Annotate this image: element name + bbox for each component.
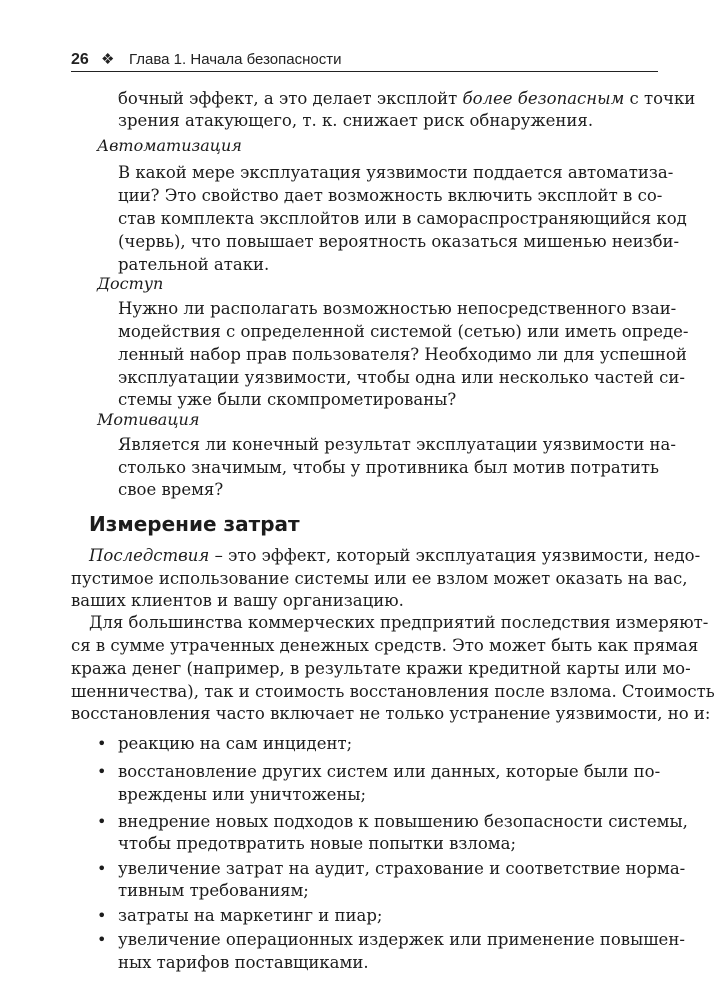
bullet-icon: • bbox=[97, 734, 107, 753]
term-motivation: Мотивация bbox=[97, 410, 200, 429]
list-item-continuation: тивным требованиям; bbox=[118, 881, 309, 900]
definition-line: став комплекта эксплойтов или в самораспространяющийся код bbox=[118, 209, 687, 228]
intro-line-2: зрения атакующего, т. к. снижает риск обнаружения. bbox=[118, 111, 594, 130]
list-item-continuation: чтобы предотвратить новые попытки взлома; bbox=[118, 834, 517, 853]
paragraph-line bbox=[89, 546, 701, 568]
list-item: восстановление других систем или данных, которые были по- bbox=[118, 762, 661, 781]
paragraph-line: восстановления часто включает не только устранение уязвимости, но и: bbox=[71, 704, 711, 723]
bullet-icon: • bbox=[97, 930, 107, 949]
definition-line: стемы уже были скомпрометированы? bbox=[118, 390, 457, 409]
definition-line: модействия с определенной системой (сетью) или иметь опреде- bbox=[118, 322, 689, 341]
list-item-continuation: вреждены или уничтожены; bbox=[118, 785, 367, 804]
paragraph-line: кража денег (например, в результате кражи кредитной карты или мо- bbox=[71, 659, 691, 678]
definition-line: эксплуатации уязвимости, чтобы одна или несколько частей си- bbox=[118, 368, 685, 387]
definition-line: Нужно ли располагать возможностью непосредственного взаи- bbox=[118, 299, 677, 318]
term-access: Доступ bbox=[97, 274, 164, 293]
bullet-icon: • bbox=[97, 906, 107, 925]
intro-text: с точки bbox=[624, 89, 696, 108]
paragraph-line: Для большинства коммерческих предприятий последствия измеряют- bbox=[89, 613, 709, 632]
running-header bbox=[71, 50, 658, 72]
definition-line: Является ли конечный результат эксплуатации уязвимости на- bbox=[118, 435, 676, 454]
page-number: 26 bbox=[71, 51, 89, 68]
bullet-icon: • bbox=[97, 859, 107, 878]
definition-line: свое время? bbox=[118, 480, 224, 499]
list-item-continuation: ных тарифов поставщиками. bbox=[118, 953, 369, 972]
paragraph-line: пустимое использование системы или ее взлом может оказать на вас, bbox=[71, 569, 688, 588]
list-item: затраты на маркетинг и пиар; bbox=[118, 906, 383, 925]
term-consequences: Последствия bbox=[89, 546, 210, 565]
list-item: увеличение операционных издержек или применение повышен- bbox=[118, 930, 685, 949]
definition-line: рательной атаки. bbox=[118, 255, 270, 274]
list-item: увеличение затрат на аудит, страхование и соответствие норма- bbox=[118, 859, 686, 878]
bullet-icon: • bbox=[97, 762, 107, 781]
intro-text: бочный эффект, а это делает эксплойт bbox=[118, 89, 463, 108]
definition-line: (червь), что повышает вероятность оказаться мишенью неизби- bbox=[118, 232, 680, 251]
list-item: внедрение новых подходов к повышению безопасности системы, bbox=[118, 812, 688, 831]
paragraph-line: ваших клиентов и вашу организацию. bbox=[71, 591, 404, 610]
ornament-icon: ❖ bbox=[101, 51, 115, 68]
definition-line: столько значимым, чтобы у противника был мотив потратить bbox=[118, 458, 659, 477]
paragraph-text: – это эффект, который эксплуатация уязвимости, недо- bbox=[209, 546, 701, 565]
definition-line: В какой мере эксплуатация уязвимости поддается автоматиза- bbox=[118, 163, 674, 182]
intro-line-1 bbox=[118, 89, 696, 111]
intro-emphasis: более безопасным bbox=[462, 89, 625, 108]
definition-line: ленный набор прав пользователя? Необходимо ли для успешной bbox=[118, 345, 687, 364]
header-rule bbox=[71, 71, 658, 72]
chapter-title: Глава 1. Начала безопасности bbox=[129, 51, 342, 68]
list-item: реакцию на сам инцидент; bbox=[118, 734, 353, 753]
paragraph-line: ся в сумме утраченных денежных средств. Это может быть как прямая bbox=[71, 636, 699, 655]
term-automation: Автоматизация bbox=[97, 136, 242, 155]
definition-line: ции? Это свойство дает возможность включить эксплойт в со- bbox=[118, 186, 663, 205]
section-heading: Измерение затрат bbox=[89, 512, 300, 536]
paragraph-line: шенничества), так и стоимость восстановления после взлома. Стоимость bbox=[71, 682, 715, 701]
bullet-icon: • bbox=[97, 812, 107, 831]
